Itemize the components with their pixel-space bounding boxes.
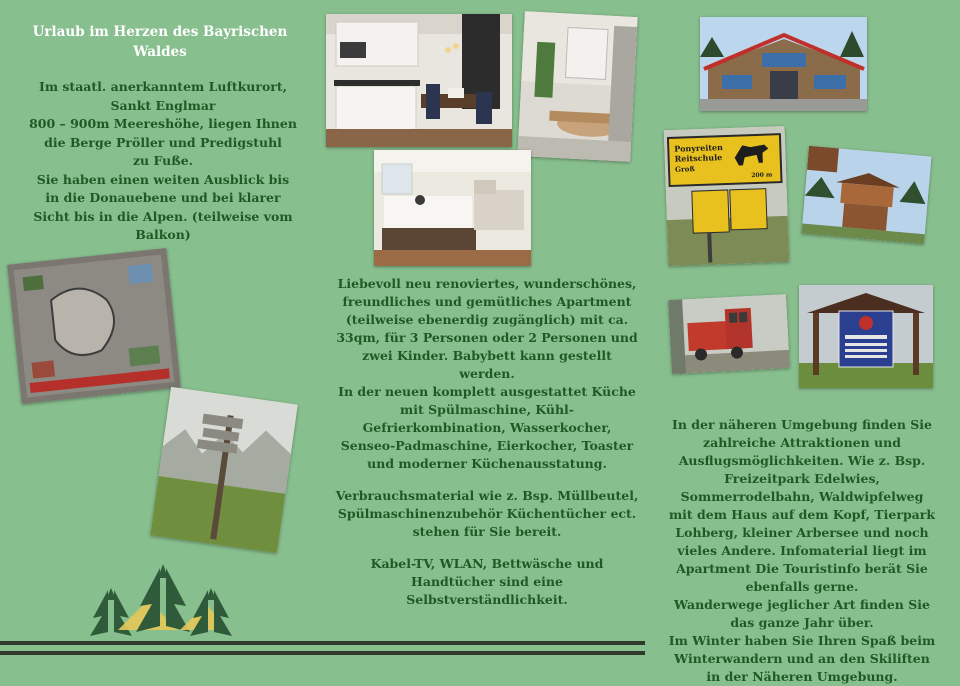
surroundings-line: Sommerrodelbahn, Waldwipfelweg xyxy=(680,489,924,504)
extras-line: Kabel-TV, WLAN, Bettwäsche und xyxy=(370,556,604,571)
apartment-line: (teilweise ebenerdig zugänglich) mit ca. xyxy=(345,312,629,327)
intro-line: zu Fuße. xyxy=(132,153,194,168)
intro-line: Balkon) xyxy=(135,227,191,242)
apartment-line: mit Spülmaschine, Kühl- xyxy=(400,402,574,417)
consumables-line: Verbrauchsmaterial wie z. Bsp. Müllbeutel, xyxy=(335,488,639,503)
park-building-photo xyxy=(700,17,867,111)
apartment-line: werden. xyxy=(459,366,515,381)
apartment-line: freundliches und gemütliches Apartment xyxy=(342,294,632,309)
apartment-line: und moderner Küchenausstatung. xyxy=(367,456,607,471)
pony-sign-line1: Ponyreiten xyxy=(674,142,724,154)
signpost-photo xyxy=(150,387,298,553)
surroundings-line: Lohberg, kleiner Arbersee und noch xyxy=(675,525,929,540)
consumables-line: stehen für Sie bereit. xyxy=(412,524,562,539)
apartment-line: Senseo-Padmaschine, Eierkocher, Toaster xyxy=(340,438,634,453)
extras-line: Handtücher sind eine xyxy=(411,574,563,589)
intro-line: Im staatl. anerkanntem Luftkurort, xyxy=(38,79,288,94)
pony-sign-line3: Groß xyxy=(674,164,695,174)
surroundings-line: ebenfalls gerne. xyxy=(745,579,859,594)
trail-map-board-photo xyxy=(7,248,181,404)
surroundings-line: zahlreiche Attraktionen und xyxy=(703,435,901,450)
pine-trees-icon xyxy=(88,560,238,644)
extras-line: Selbstverständlichkeit. xyxy=(406,592,568,607)
pony-sign-distance: 200 m xyxy=(751,171,773,180)
page-title xyxy=(20,22,300,62)
surroundings-line: Apartment Die Touristinfo berät Sie xyxy=(676,561,928,576)
surroundings-line: Im Winter haben Sie Ihren Spaß beim xyxy=(668,633,936,648)
title-line: Urlaub im Herzen des Bayrischen xyxy=(32,24,288,40)
surroundings-line: in der Näheren Umgebung. xyxy=(706,669,898,684)
intro-line: Sicht bis in die Alpen. (teilweise vom xyxy=(33,208,293,224)
apartment-line: In der neuen komplett ausgestattet Küche xyxy=(338,384,636,399)
consumables-line: Spülmaschinenzubehör Küchentücher ect. xyxy=(337,506,637,521)
divider-line xyxy=(0,641,645,645)
surroundings-line: Freizeitpark Edelwies, xyxy=(724,471,880,486)
surroundings-line: Winterwandern und an den Skiliften xyxy=(674,651,930,666)
surroundings-line: vieles Andere. Infomaterial liegt im xyxy=(677,543,927,558)
pony-riding-sign-photo xyxy=(664,126,790,266)
surroundings-line: In der näheren Umgebung finden Sie xyxy=(672,417,932,432)
bedroom-photo xyxy=(374,150,531,266)
intro-line: die Berge Pröller und Predigstuhl xyxy=(44,134,282,150)
surroundings-line: das ganze Jahr über. xyxy=(730,615,874,630)
lookout-tower-photo xyxy=(801,146,931,244)
apartment-description xyxy=(318,275,656,609)
spacer xyxy=(318,541,656,555)
apartment-line: zwei Kinder. Babybett kann gestellt xyxy=(362,348,612,363)
surroundings-text xyxy=(662,416,942,686)
divider-line xyxy=(0,651,645,655)
apartment-line: Liebevoll neu renoviertes, wunderschönes, xyxy=(337,276,637,291)
intro-line: 800 – 900m Meereshöhe, liegen Ihnen xyxy=(29,116,297,131)
intro-text xyxy=(18,78,308,245)
red-locomotive-photo xyxy=(668,294,790,374)
surroundings-line: Ausflugsmöglichkeiten. Wie z. Bsp. xyxy=(678,453,926,468)
title-line: Waldes xyxy=(133,44,187,60)
bathroom-photo xyxy=(517,11,637,162)
surroundings-line: Wanderwege jeglicher Art finden Sie xyxy=(674,597,930,612)
information-sign-photo xyxy=(799,285,933,388)
intro-line: Sankt Englmar xyxy=(110,97,216,113)
pony-sign-line2: Reitschule xyxy=(674,152,723,164)
apartment-line: 33qm, für 3 Personen oder 2 Personen und xyxy=(336,330,638,345)
surroundings-line: mit dem Haus auf dem Kopf, Tierpark xyxy=(668,507,936,522)
kitchen-photo xyxy=(326,14,512,147)
intro-line: Sie haben einen weiten Ausblick bis xyxy=(36,171,290,187)
spacer xyxy=(318,473,656,487)
intro-line: in die Donauebene und bei klarer xyxy=(45,190,281,205)
apartment-line: Gefrierkombination, Wasserkocher, xyxy=(362,420,612,435)
